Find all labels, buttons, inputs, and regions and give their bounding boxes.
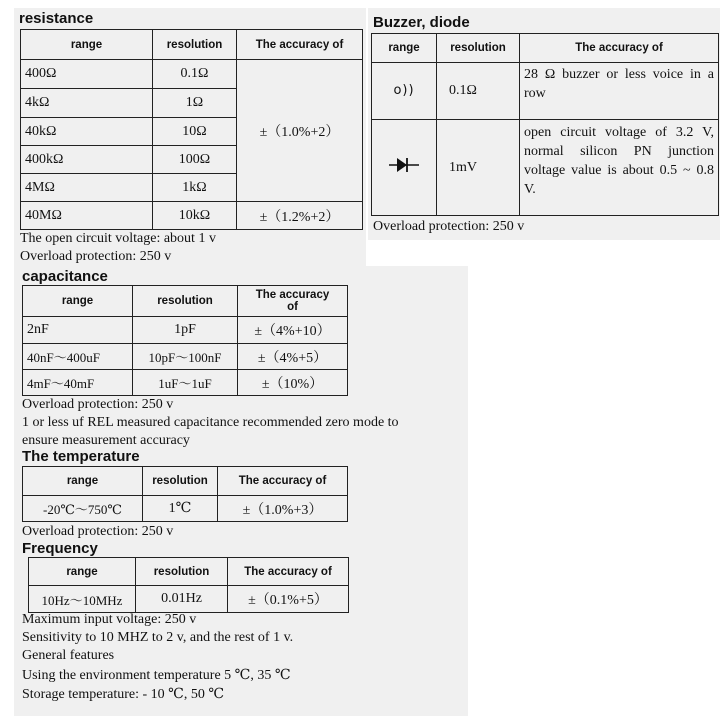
accuracy-cell: ±（1.0%+2） xyxy=(237,60,363,202)
diode-range-cell xyxy=(372,120,437,216)
header-resolution: resolution xyxy=(133,286,238,317)
temperature-table xyxy=(22,466,348,522)
resolution-cell: 1pF xyxy=(133,317,238,344)
capacitance-note-overload: Overload protection: 250 v xyxy=(22,397,174,412)
range-cell: -20℃～750℃ xyxy=(23,496,143,522)
resolution-cell: 1kΩ xyxy=(153,174,237,202)
resolution-cell: 10kΩ xyxy=(153,202,237,230)
header-range: range xyxy=(23,286,133,317)
diode-icon xyxy=(389,157,419,173)
range-cell: 400kΩ xyxy=(21,146,153,174)
header-accuracy: The accuracy of xyxy=(520,34,719,63)
resolution-cell: 100Ω xyxy=(153,146,237,174)
resolution-cell: 10Ω xyxy=(153,118,237,146)
capacitance-note-accuracy: ensure measurement accuracy xyxy=(22,433,190,448)
resolution-cell: 1mV xyxy=(437,120,520,216)
range-cell: 2nF xyxy=(23,317,133,344)
resolution-cell: 10pF～100nF xyxy=(133,344,238,370)
buzzer-note-overload: Overload protection: 250 v xyxy=(373,219,525,234)
accuracy-cell: ±（1.2%+2） xyxy=(237,202,363,230)
resolution-cell: 1uF～1uF xyxy=(133,370,238,396)
header-resolution: resolution xyxy=(143,467,218,496)
buzzer-range-cell xyxy=(372,63,437,120)
resistance-note-voltage: The open circuit voltage: about 1 v xyxy=(20,231,216,246)
temperature-note-overload: Overload protection: 250 v xyxy=(22,524,174,539)
table-header-row xyxy=(23,286,348,317)
header-resolution: resolution xyxy=(153,30,237,60)
range-cell: 10Hz～10MHz xyxy=(29,586,136,613)
table-row xyxy=(23,344,348,370)
table-row xyxy=(372,63,719,120)
accuracy-cell: ±（0.1%+5） xyxy=(228,586,349,613)
table-header-row xyxy=(23,467,348,496)
range-cell: 400Ω xyxy=(21,60,153,89)
resolution-cell: 0.01Hz xyxy=(136,586,228,613)
resolution-cell: 0.1Ω xyxy=(153,60,237,89)
range-cell: 4MΩ xyxy=(21,174,153,202)
resolution-cell: 1℃ xyxy=(143,496,218,522)
table-row xyxy=(23,370,348,396)
resolution-cell: 0.1Ω xyxy=(437,63,520,120)
header-accuracy: The accuracy of xyxy=(238,286,348,317)
frequency-note-sensitivity: Sensitivity to 10 MHZ to 2 v, and the rest of 1 v. xyxy=(22,630,294,645)
resolution-cell: 1Ω xyxy=(153,89,237,118)
table-header-row xyxy=(21,30,363,60)
frequency-heading: Frequency xyxy=(22,540,98,557)
range-cell: 40kΩ xyxy=(21,118,153,146)
header-range: range xyxy=(372,34,437,63)
general-features-heading: General features xyxy=(22,648,115,663)
header-accuracy: The accuracy of xyxy=(228,558,349,586)
header-range: range xyxy=(23,467,143,496)
header-accuracy: The accuracy of xyxy=(218,467,348,496)
capacitance-note-rel: 1 or less uf REL measured capacitance recommended zero mode to xyxy=(22,415,399,430)
accuracy-cell: ±（1.0%+3） xyxy=(218,496,348,522)
accuracy-cell: 28 Ω buzzer or less voice in a row xyxy=(520,63,719,120)
accuracy-cell: ±（4%+10） xyxy=(238,317,348,344)
header-range: range xyxy=(21,30,153,60)
accuracy-cell: ±（10%） xyxy=(238,370,348,396)
header-range: range xyxy=(29,558,136,586)
header-resolution: resolution xyxy=(437,34,520,63)
header-resolution: resolution xyxy=(136,558,228,586)
table-header-row xyxy=(29,558,349,586)
resistance-table xyxy=(20,29,363,230)
capacitance-heading: capacitance xyxy=(22,268,108,285)
range-cell: 40MΩ xyxy=(21,202,153,230)
table-row xyxy=(29,586,349,613)
capacitance-table xyxy=(22,285,348,396)
table-row xyxy=(21,60,363,89)
resistance-heading: resistance xyxy=(19,10,94,27)
table-header-row xyxy=(372,34,719,63)
environment-temperature-note: Using the environment temperature 5 ℃, 35 ℃ xyxy=(22,668,291,683)
table-row xyxy=(21,202,363,230)
buzzer-icon: o)) xyxy=(393,83,415,98)
buzzer-table xyxy=(371,33,719,216)
accuracy-cell: ±（4%+5） xyxy=(238,344,348,370)
table-row xyxy=(23,496,348,522)
range-cell: 4mF～40mF xyxy=(23,370,133,396)
storage-temperature-note: Storage temperature: - 10 ℃, 50 ℃ xyxy=(22,687,224,702)
range-cell: 4kΩ xyxy=(21,89,153,118)
table-row xyxy=(23,317,348,344)
frequency-table xyxy=(28,557,349,613)
header-accuracy: The accuracy of xyxy=(237,30,363,60)
table-row xyxy=(372,120,719,216)
resistance-note-overload: Overload protection: 250 v xyxy=(20,249,172,264)
range-cell: 40nF～400uF xyxy=(23,344,133,370)
frequency-note-max-input: Maximum input voltage: 250 v xyxy=(22,612,197,627)
buzzer-heading: Buzzer, diode xyxy=(373,14,470,31)
temperature-heading: The temperature xyxy=(22,448,140,465)
accuracy-cell: open circuit voltage of 3.2 V, normal silicon PN junction voltage value is about 0.5 ~ 0.8 V. xyxy=(520,120,719,216)
